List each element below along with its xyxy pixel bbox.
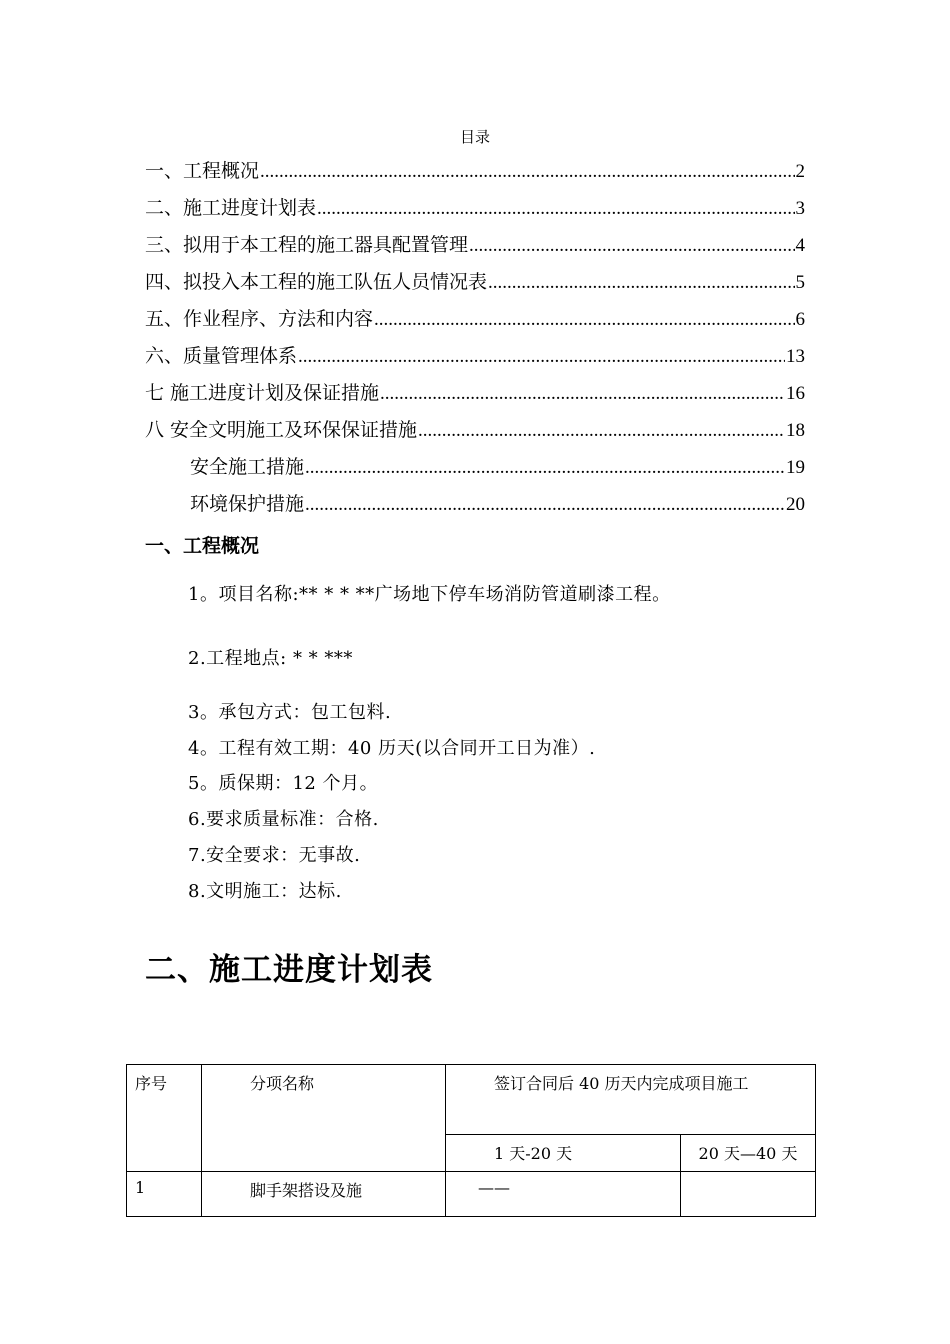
section-heading-schedule: 二、施工进度计划表 [145,952,433,988]
toc-entry-page: 16 [786,383,805,404]
toc-entry-page: 6 [795,309,805,330]
toc-entry[interactable] [145,341,805,378]
toc-entry-label: 二、施工进度计划表 [145,197,317,219]
toc-entry-page: 3 [795,198,805,219]
table-of-contents [145,156,805,526]
info-quality: 6.要求质量标准：合格. [188,809,379,830]
header-span: 签订合同后 40 历天内完成项目施工 [446,1065,816,1135]
toc-entry-label: 八 安全文明施工及环保保证措施 [145,419,418,441]
toc-entry-label: 安全施工措施 [190,456,305,478]
table-row [127,1172,816,1217]
toc-title: 目录 [459,128,490,146]
schedule-table [126,1064,816,1217]
table-header-row [127,1065,816,1135]
info-contract-mode: 3。承包方式：包工包料. [188,702,392,723]
toc-leader-dots [298,346,785,368]
toc-leader-dots [260,161,794,183]
header-seq: 序号 [127,1065,202,1172]
cell-seq: 1 [127,1172,202,1217]
info-safety: 7.安全要求：无事故. [188,845,361,866]
toc-entry[interactable] [145,304,805,341]
toc-entry-label: 三、拟用于本工程的施工器具配置管理 [145,234,469,256]
toc-leader-dots [488,272,794,294]
toc-entry[interactable] [145,193,805,230]
cell-period-1: —— [446,1172,681,1217]
toc-entry-page: 19 [786,457,805,478]
toc-entry-page: 4 [795,235,805,256]
toc-entry[interactable] [145,267,805,304]
toc-entry[interactable] [145,156,805,193]
toc-entry[interactable] [145,378,805,415]
toc-leader-dots [317,198,794,220]
header-name: 分项名称 [202,1065,446,1172]
toc-entry-page: 13 [786,346,805,367]
info-duration: 4。工程有效工期：40 历天(以合同开工日为准）. [188,738,596,759]
cell-period-2 [681,1172,816,1217]
toc-entry-label: 一、工程概况 [145,160,260,182]
toc-leader-dots [305,494,785,516]
toc-entry-page: 5 [795,272,805,293]
info-warranty: 5。质保期：12 个月。 [188,773,379,794]
toc-leader-dots [374,309,794,331]
toc-leader-dots [469,235,794,257]
toc-leader-dots [380,383,785,405]
toc-subentry[interactable] [145,489,805,526]
toc-entry-label: 七 施工进度计划及保证措施 [145,382,380,404]
toc-entry-label: 四、拟投入本工程的施工队伍人员情况表 [145,271,488,293]
toc-entry-page: 2 [795,161,805,182]
section-heading-overview: 一、工程概况 [145,535,260,557]
info-location: 2.工程地点: * * *** [188,648,353,669]
toc-entry-label: 五、作业程序、方法和内容 [145,308,374,330]
toc-entry-page: 18 [786,420,805,441]
toc-entry-label: 六、质量管理体系 [145,345,298,367]
cell-name: 脚手架搭设及施 [202,1172,446,1217]
header-period-2: 20 天—40 天 [681,1135,816,1172]
toc-entry[interactable] [145,415,805,452]
header-period-1: 1 天-20 天 [446,1135,681,1172]
toc-entry-label: 环境保护措施 [190,493,305,515]
toc-entry-page: 20 [786,494,805,515]
toc-leader-dots [305,457,785,479]
info-civilized: 8.文明施工：达标. [188,881,342,902]
info-project-name: 1。项目名称:** * * **广场地下停车场消防管道刷漆工程。 [188,584,671,605]
toc-subentry[interactable] [145,452,805,489]
toc-leader-dots [418,420,785,442]
toc-entry[interactable] [145,230,805,267]
